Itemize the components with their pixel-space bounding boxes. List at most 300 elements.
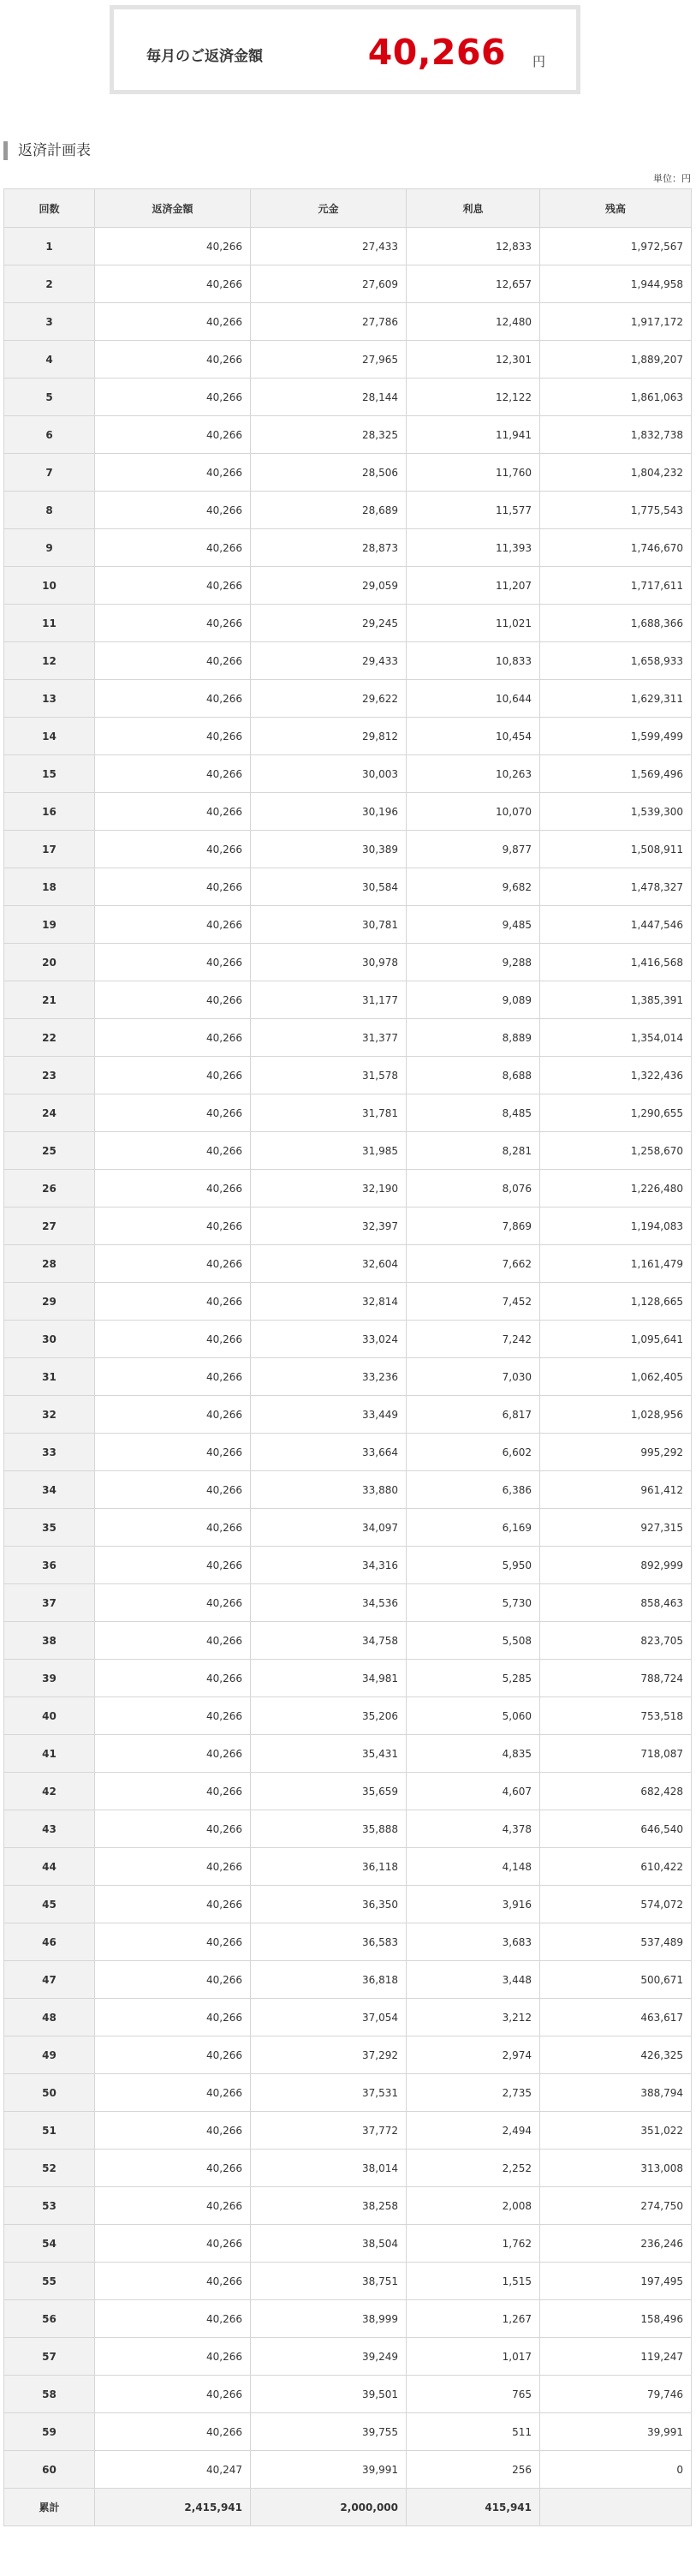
row-principal: 29,433 <box>251 642 407 680</box>
row-principal: 30,196 <box>251 793 407 831</box>
row-balance: 388,794 <box>540 2074 692 2112</box>
row-balance: 858,463 <box>540 1584 692 1622</box>
row-interest: 5,508 <box>407 1622 540 1660</box>
row-installment-no: 55 <box>4 2263 95 2300</box>
row-payment-amount: 40,266 <box>95 1509 251 1547</box>
row-principal: 28,689 <box>251 492 407 529</box>
row-principal: 38,504 <box>251 2225 407 2263</box>
table-row <box>4 1547 692 1584</box>
table-row <box>4 1019 692 1057</box>
monthly-payment-amount: 40,266 <box>367 32 506 73</box>
row-installment-no: 3 <box>4 303 95 341</box>
header-payment-amount: 返済金額 <box>95 189 251 228</box>
row-payment-amount: 40,266 <box>95 416 251 454</box>
row-payment-amount: 40,266 <box>95 454 251 492</box>
row-interest: 9,877 <box>407 831 540 868</box>
row-installment-no: 16 <box>4 793 95 831</box>
row-payment-amount: 40,266 <box>95 1094 251 1132</box>
row-installment-no: 21 <box>4 981 95 1019</box>
row-principal: 39,991 <box>251 2451 407 2489</box>
row-installment-no: 35 <box>4 1509 95 1547</box>
row-principal: 38,751 <box>251 2263 407 2300</box>
row-payment-amount: 40,266 <box>95 341 251 379</box>
row-payment-amount: 40,266 <box>95 492 251 529</box>
total-payment-amount: 2,415,941 <box>95 2489 251 2526</box>
table-row <box>4 2376 692 2413</box>
table-row <box>4 1961 692 1999</box>
row-installment-no: 48 <box>4 1999 95 2036</box>
monthly-payment-unit: 円 <box>532 54 545 69</box>
row-payment-amount: 40,266 <box>95 605 251 642</box>
row-interest: 3,916 <box>407 1886 540 1923</box>
row-interest: 11,207 <box>407 567 540 605</box>
row-installment-no: 20 <box>4 944 95 981</box>
row-balance: 1,944,958 <box>540 265 692 303</box>
row-payment-amount: 40,266 <box>95 1170 251 1208</box>
row-installment-no: 19 <box>4 906 95 944</box>
table-row <box>4 2112 692 2150</box>
table-row <box>4 1697 692 1735</box>
row-interest: 2,252 <box>407 2150 540 2187</box>
row-payment-amount: 40,266 <box>95 1697 251 1735</box>
row-principal: 29,245 <box>251 605 407 642</box>
row-installment-no: 18 <box>4 868 95 906</box>
table-row <box>4 1321 692 1358</box>
row-principal: 28,506 <box>251 454 407 492</box>
row-balance: 1,688,366 <box>540 605 692 642</box>
table-row <box>4 1622 692 1660</box>
table-row <box>4 1923 692 1961</box>
row-interest: 256 <box>407 2451 540 2489</box>
row-interest: 4,607 <box>407 1773 540 1810</box>
table-row <box>4 1848 692 1886</box>
row-interest: 9,288 <box>407 944 540 981</box>
row-installment-no: 49 <box>4 2036 95 2074</box>
row-principal: 35,206 <box>251 1697 407 1735</box>
row-balance: 788,724 <box>540 1660 692 1697</box>
row-interest: 9,682 <box>407 868 540 906</box>
row-balance: 197,495 <box>540 2263 692 2300</box>
row-installment-no: 54 <box>4 2225 95 2263</box>
row-balance: 1,128,665 <box>540 1283 692 1321</box>
row-balance: 426,325 <box>540 2036 692 2074</box>
row-principal: 27,786 <box>251 303 407 341</box>
row-installment-no: 41 <box>4 1735 95 1773</box>
row-balance: 119,247 <box>540 2338 692 2376</box>
row-interest: 12,657 <box>407 265 540 303</box>
row-installment-no: 4 <box>4 341 95 379</box>
row-installment-no: 60 <box>4 2451 95 2489</box>
row-payment-amount: 40,266 <box>95 1810 251 1848</box>
row-interest: 3,448 <box>407 1961 540 1999</box>
table-body <box>4 228 692 2489</box>
total-interest: 415,941 <box>407 2489 540 2526</box>
row-balance: 463,617 <box>540 1999 692 2036</box>
table-row <box>4 1283 692 1321</box>
table-row <box>4 831 692 868</box>
row-interest: 6,386 <box>407 1471 540 1509</box>
row-balance: 1,629,311 <box>540 680 692 718</box>
row-installment-no: 8 <box>4 492 95 529</box>
row-interest: 10,454 <box>407 718 540 755</box>
table-row <box>4 1660 692 1697</box>
row-principal: 29,059 <box>251 567 407 605</box>
row-interest: 8,688 <box>407 1057 540 1094</box>
row-balance: 500,671 <box>540 1961 692 1999</box>
table-row <box>4 642 692 680</box>
table-row <box>4 1584 692 1622</box>
table-row <box>4 265 692 303</box>
row-installment-no: 13 <box>4 680 95 718</box>
row-principal: 28,873 <box>251 529 407 567</box>
row-payment-amount: 40,266 <box>95 1923 251 1961</box>
row-payment-amount: 40,266 <box>95 1471 251 1509</box>
table-row <box>4 981 692 1019</box>
row-installment-no: 23 <box>4 1057 95 1094</box>
row-payment-amount: 40,266 <box>95 1999 251 2036</box>
row-installment-no: 47 <box>4 1961 95 1999</box>
row-interest: 9,485 <box>407 906 540 944</box>
row-payment-amount: 40,266 <box>95 1132 251 1170</box>
table-row <box>4 303 692 341</box>
row-interest: 11,393 <box>407 529 540 567</box>
row-installment-no: 25 <box>4 1132 95 1170</box>
row-balance: 1,416,568 <box>540 944 692 981</box>
row-interest: 7,242 <box>407 1321 540 1358</box>
row-installment-no: 43 <box>4 1810 95 1848</box>
table-row <box>4 1094 692 1132</box>
row-balance: 313,008 <box>540 2150 692 2187</box>
row-principal: 28,144 <box>251 379 407 416</box>
row-installment-no: 33 <box>4 1434 95 1471</box>
row-interest: 8,076 <box>407 1170 540 1208</box>
row-payment-amount: 40,266 <box>95 944 251 981</box>
row-installment-no: 15 <box>4 755 95 793</box>
row-principal: 36,583 <box>251 1923 407 1961</box>
row-installment-no: 31 <box>4 1358 95 1396</box>
row-interest: 6,169 <box>407 1509 540 1547</box>
row-installment-no: 53 <box>4 2187 95 2225</box>
row-interest: 12,833 <box>407 228 540 265</box>
row-balance: 1,569,496 <box>540 755 692 793</box>
row-installment-no: 30 <box>4 1321 95 1358</box>
row-principal: 35,659 <box>251 1773 407 1810</box>
row-installment-no: 57 <box>4 2338 95 2376</box>
row-balance: 1,028,956 <box>540 1396 692 1434</box>
row-payment-amount: 40,266 <box>95 1584 251 1622</box>
row-payment-amount: 40,266 <box>95 1547 251 1584</box>
row-interest: 2,735 <box>407 2074 540 2112</box>
total-principal: 2,000,000 <box>251 2489 407 2526</box>
row-payment-amount: 40,266 <box>95 1434 251 1471</box>
row-principal: 33,449 <box>251 1396 407 1434</box>
row-interest: 9,089 <box>407 981 540 1019</box>
row-balance: 892,999 <box>540 1547 692 1584</box>
row-interest: 11,577 <box>407 492 540 529</box>
header-interest: 利息 <box>407 189 540 228</box>
row-payment-amount: 40,266 <box>95 2112 251 2150</box>
row-interest: 4,835 <box>407 1735 540 1773</box>
row-payment-amount: 40,266 <box>95 2413 251 2451</box>
table-row <box>4 341 692 379</box>
table-row <box>4 492 692 529</box>
row-balance: 1,258,670 <box>540 1132 692 1170</box>
row-installment-no: 39 <box>4 1660 95 1697</box>
row-balance: 823,705 <box>540 1622 692 1660</box>
row-payment-amount: 40,266 <box>95 868 251 906</box>
row-installment-no: 2 <box>4 265 95 303</box>
row-payment-amount: 40,266 <box>95 2376 251 2413</box>
row-payment-amount: 40,266 <box>95 793 251 831</box>
row-balance: 39,991 <box>540 2413 692 2451</box>
row-installment-no: 36 <box>4 1547 95 1584</box>
row-balance: 1,478,327 <box>540 868 692 906</box>
row-installment-no: 12 <box>4 642 95 680</box>
row-principal: 33,664 <box>251 1434 407 1471</box>
row-balance: 537,489 <box>540 1923 692 1961</box>
row-payment-amount: 40,266 <box>95 1961 251 1999</box>
table-row <box>4 416 692 454</box>
row-payment-amount: 40,266 <box>95 680 251 718</box>
row-balance: 158,496 <box>540 2300 692 2338</box>
row-balance: 1,861,063 <box>540 379 692 416</box>
table-row <box>4 605 692 642</box>
row-interest: 5,060 <box>407 1697 540 1735</box>
row-payment-amount: 40,266 <box>95 1321 251 1358</box>
table-row <box>4 2074 692 2112</box>
row-interest: 3,683 <box>407 1923 540 1961</box>
row-payment-amount: 40,266 <box>95 2074 251 2112</box>
row-interest: 8,281 <box>407 1132 540 1170</box>
row-balance: 1,889,207 <box>540 341 692 379</box>
row-payment-amount: 40,266 <box>95 303 251 341</box>
row-payment-amount: 40,266 <box>95 2036 251 2074</box>
row-installment-no: 22 <box>4 1019 95 1057</box>
row-interest: 11,021 <box>407 605 540 642</box>
header-balance: 残高 <box>540 189 692 228</box>
row-interest: 2,494 <box>407 2112 540 2150</box>
row-principal: 31,377 <box>251 1019 407 1057</box>
header-installment-no: 回数 <box>4 189 95 228</box>
row-balance: 718,087 <box>540 1735 692 1773</box>
table-row <box>4 1170 692 1208</box>
table-row <box>4 1735 692 1773</box>
row-interest: 7,030 <box>407 1358 540 1396</box>
row-installment-no: 24 <box>4 1094 95 1132</box>
row-payment-amount: 40,266 <box>95 1622 251 1660</box>
row-interest: 2,008 <box>407 2187 540 2225</box>
row-installment-no: 52 <box>4 2150 95 2187</box>
row-payment-amount: 40,266 <box>95 1660 251 1697</box>
table-row <box>4 2338 692 2376</box>
row-interest: 765 <box>407 2376 540 2413</box>
row-interest: 10,263 <box>407 755 540 793</box>
row-interest: 4,148 <box>407 1848 540 1886</box>
row-principal: 38,258 <box>251 2187 407 2225</box>
row-interest: 1,515 <box>407 2263 540 2300</box>
table-row <box>4 680 692 718</box>
table-row <box>4 567 692 605</box>
row-interest: 12,301 <box>407 341 540 379</box>
row-payment-amount: 40,266 <box>95 1019 251 1057</box>
row-principal: 38,999 <box>251 2300 407 2338</box>
row-principal: 33,236 <box>251 1358 407 1396</box>
row-payment-amount: 40,266 <box>95 1358 251 1396</box>
table-row <box>4 228 692 265</box>
row-principal: 32,397 <box>251 1208 407 1245</box>
table-row <box>4 1132 692 1170</box>
table-row <box>4 718 692 755</box>
row-interest: 8,485 <box>407 1094 540 1132</box>
row-payment-amount: 40,247 <box>95 2451 251 2489</box>
row-interest: 5,950 <box>407 1547 540 1584</box>
row-balance: 1,447,546 <box>540 906 692 944</box>
row-interest: 10,070 <box>407 793 540 831</box>
row-payment-amount: 40,266 <box>95 1208 251 1245</box>
row-installment-no: 5 <box>4 379 95 416</box>
repayment-schedule-title: 返済計画表 <box>3 141 91 160</box>
row-balance: 1,095,641 <box>540 1321 692 1358</box>
row-installment-no: 46 <box>4 1923 95 1961</box>
row-installment-no: 9 <box>4 529 95 567</box>
table-row <box>4 2451 692 2489</box>
row-balance: 1,917,172 <box>540 303 692 341</box>
row-installment-no: 1 <box>4 228 95 265</box>
table-row <box>4 906 692 944</box>
row-installment-no: 45 <box>4 1886 95 1923</box>
row-interest: 11,760 <box>407 454 540 492</box>
row-payment-amount: 40,266 <box>95 906 251 944</box>
table-row <box>4 2413 692 2451</box>
row-installment-no: 58 <box>4 2376 95 2413</box>
table-row <box>4 1773 692 1810</box>
row-principal: 32,190 <box>251 1170 407 1208</box>
row-principal: 36,350 <box>251 1886 407 1923</box>
row-principal: 34,316 <box>251 1547 407 1584</box>
row-balance: 351,022 <box>540 2112 692 2150</box>
table-row <box>4 1358 692 1396</box>
row-principal: 35,431 <box>251 1735 407 1773</box>
table-row <box>4 1434 692 1471</box>
row-installment-no: 44 <box>4 1848 95 1886</box>
row-payment-amount: 40,266 <box>95 1886 251 1923</box>
row-payment-amount: 40,266 <box>95 1057 251 1094</box>
table-row <box>4 1057 692 1094</box>
row-payment-amount: 40,266 <box>95 228 251 265</box>
row-installment-no: 37 <box>4 1584 95 1622</box>
row-principal: 37,054 <box>251 1999 407 2036</box>
row-balance: 574,072 <box>540 1886 692 1923</box>
row-installment-no: 28 <box>4 1245 95 1283</box>
row-installment-no: 6 <box>4 416 95 454</box>
total-label: 累計 <box>4 2489 95 2526</box>
row-balance: 1,062,405 <box>540 1358 692 1396</box>
row-payment-amount: 40,266 <box>95 379 251 416</box>
table-row <box>4 2187 692 2225</box>
row-principal: 31,177 <box>251 981 407 1019</box>
row-principal: 36,818 <box>251 1961 407 1999</box>
row-installment-no: 17 <box>4 831 95 868</box>
row-balance: 1,161,479 <box>540 1245 692 1283</box>
row-principal: 38,014 <box>251 2150 407 2187</box>
row-balance: 1,804,232 <box>540 454 692 492</box>
row-interest: 7,869 <box>407 1208 540 1245</box>
row-payment-amount: 40,266 <box>95 567 251 605</box>
row-balance: 1,539,300 <box>540 793 692 831</box>
row-installment-no: 50 <box>4 2074 95 2112</box>
row-principal: 32,814 <box>251 1283 407 1321</box>
row-interest: 3,212 <box>407 1999 540 2036</box>
row-installment-no: 29 <box>4 1283 95 1321</box>
row-payment-amount: 40,266 <box>95 265 251 303</box>
table-row <box>4 1471 692 1509</box>
row-installment-no: 59 <box>4 2413 95 2451</box>
row-installment-no: 14 <box>4 718 95 755</box>
row-payment-amount: 40,266 <box>95 1735 251 1773</box>
row-principal: 34,758 <box>251 1622 407 1660</box>
row-interest: 1,762 <box>407 2225 540 2263</box>
row-balance: 1,226,480 <box>540 1170 692 1208</box>
row-interest: 10,644 <box>407 680 540 718</box>
table-row <box>4 1810 692 1848</box>
table-row <box>4 1509 692 1547</box>
row-payment-amount: 40,266 <box>95 2187 251 2225</box>
table-row <box>4 529 692 567</box>
row-principal: 30,389 <box>251 831 407 868</box>
row-payment-amount: 40,266 <box>95 1773 251 1810</box>
total-balance <box>540 2489 692 2526</box>
row-installment-no: 38 <box>4 1622 95 1660</box>
row-principal: 39,249 <box>251 2338 407 2376</box>
row-balance: 1,972,567 <box>540 228 692 265</box>
row-payment-amount: 40,266 <box>95 2150 251 2187</box>
row-balance: 274,750 <box>540 2187 692 2225</box>
row-interest: 7,662 <box>407 1245 540 1283</box>
header-principal: 元金 <box>251 189 407 228</box>
monthly-payment-label: 毎月のご返済金額 <box>146 48 263 65</box>
row-installment-no: 40 <box>4 1697 95 1735</box>
row-principal: 35,888 <box>251 1810 407 1848</box>
row-balance: 927,315 <box>540 1509 692 1547</box>
row-balance: 1,290,655 <box>540 1094 692 1132</box>
row-payment-amount: 40,266 <box>95 981 251 1019</box>
row-payment-amount: 40,266 <box>95 718 251 755</box>
row-balance: 1,746,670 <box>540 529 692 567</box>
row-principal: 30,584 <box>251 868 407 906</box>
row-installment-no: 27 <box>4 1208 95 1245</box>
table-row <box>4 454 692 492</box>
table-row <box>4 2225 692 2263</box>
row-installment-no: 42 <box>4 1773 95 1810</box>
table-row <box>4 1396 692 1434</box>
row-payment-amount: 40,266 <box>95 2300 251 2338</box>
table-row <box>4 1208 692 1245</box>
row-principal: 32,604 <box>251 1245 407 1283</box>
table-row <box>4 379 692 416</box>
table-row <box>4 2263 692 2300</box>
row-principal: 37,772 <box>251 2112 407 2150</box>
row-principal: 31,985 <box>251 1132 407 1170</box>
row-principal: 34,097 <box>251 1509 407 1547</box>
row-balance: 1,599,499 <box>540 718 692 755</box>
row-principal: 29,622 <box>251 680 407 718</box>
row-installment-no: 34 <box>4 1471 95 1509</box>
row-principal: 29,812 <box>251 718 407 755</box>
row-balance: 1,832,738 <box>540 416 692 454</box>
row-interest: 11,941 <box>407 416 540 454</box>
row-interest: 2,974 <box>407 2036 540 2074</box>
table-row <box>4 1999 692 2036</box>
